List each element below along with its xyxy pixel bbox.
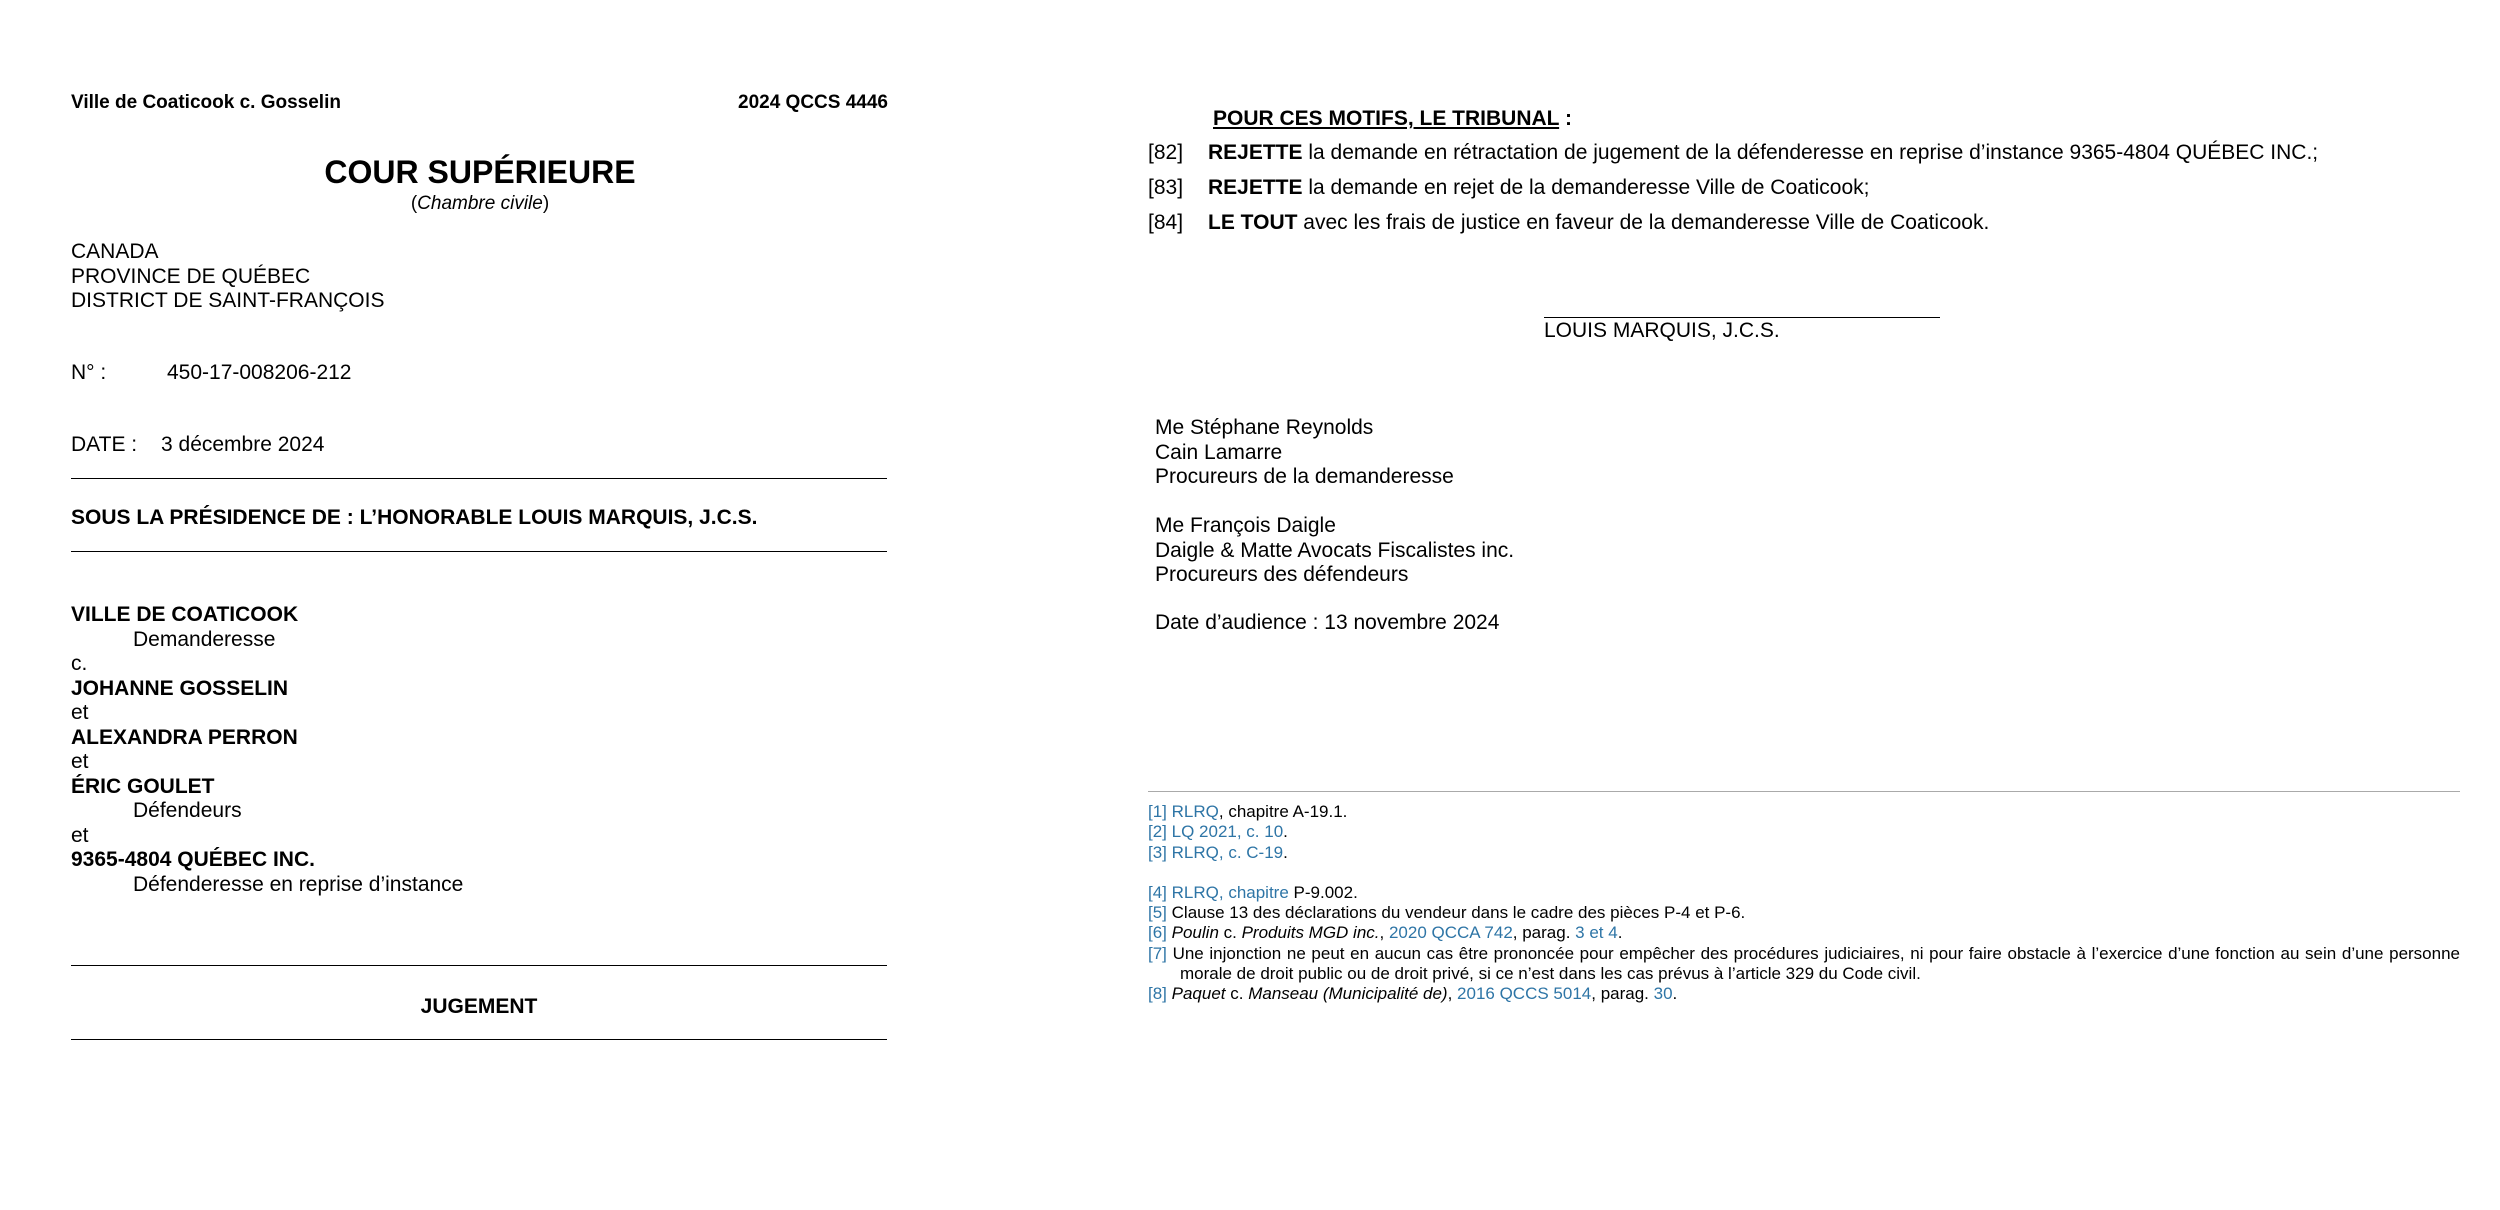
footnote-ref-link[interactable]: [6]: [1148, 923, 1167, 943]
footnotes: [1148, 802, 2460, 1005]
footnote: [1148, 903, 2460, 923]
footnote-text: Poulin: [1171, 923, 1219, 943]
footnote-text: , parag.: [1591, 984, 1654, 1004]
footnote-text: .: [1617, 923, 1623, 943]
footnote: [1148, 923, 2460, 943]
divider-judgment-top: [71, 965, 887, 966]
footnote-link[interactable]: LQ 2021, c. 10: [1171, 822, 1284, 842]
footnote: [1148, 984, 2460, 1004]
footnote: [1148, 944, 2460, 985]
signature-line: [1544, 317, 1940, 318]
hearing-date: Date d’audience : 13 novembre 2024: [1155, 611, 1500, 634]
file-number-label: N° :: [71, 361, 107, 384]
counsel-name: Me François Daigle: [1155, 514, 1336, 537]
party-line: Demanderesse: [133, 627, 276, 651]
footnote-text: ,: [1379, 923, 1389, 943]
court-chamber: (Chambre civile): [410, 193, 550, 214]
citation-header: 2024 QCCS 4446: [738, 92, 888, 113]
footnote-ref-link[interactable]: [4]: [1148, 882, 1167, 902]
conclusion-heading: POUR CES MOTIFS, LE TRIBUNAL :: [1213, 107, 1572, 130]
footnote-link[interactable]: RLRQ, chapitre: [1171, 882, 1289, 902]
footnote-text: Une injonction ne peut en aucun cas être prononcée pour empêcher des procédures judiciaires, ni pour faire obstacle à l’exercice d’une fonction au sein d’une personne morale de droit public ou de droit privé, si ce n’est dans les cas prévus à l’article 329 du Code civil.: [1172, 943, 2461, 984]
footnote-link[interactable]: 30: [1653, 984, 1673, 1004]
footnote: [1148, 822, 2460, 842]
party-line: et: [71, 823, 89, 847]
footnote-link[interactable]: RLRQ, c. C-19: [1171, 842, 1284, 862]
counsel-firm: Daigle & Matte Avocats Fiscalistes inc.: [1155, 538, 1515, 562]
party-line: et: [71, 750, 89, 773]
file-number: [71, 361, 352, 385]
paragraph-82: [82] REJETTE la demande en rétractation de jugement de la défenderesse en reprise d’instance 9365-4804 QUÉBEC INC.;: [1148, 141, 2319, 164]
footnote-text: .: [1672, 984, 1678, 1004]
footnote-ref-link[interactable]: [5]: [1148, 903, 1167, 923]
file-number-value: 450-17-008206-212: [167, 361, 352, 384]
footnote-ref-link[interactable]: [1]: [1148, 802, 1167, 821]
jurisdiction-province: PROVINCE DE QUÉBEC: [71, 264, 311, 288]
divider-judgment-bottom: [71, 1039, 887, 1040]
counsel-role: Procureurs des défendeurs: [1155, 563, 1409, 586]
footnote-text: , chapitre A-19.1.: [1218, 802, 1348, 821]
counsel-role: Procureurs de la demanderesse: [1155, 465, 1454, 488]
jurisdiction-block: [71, 240, 384, 314]
footnote-link[interactable]: RLRQ: [1171, 802, 1219, 821]
party-line: et: [71, 701, 89, 724]
footnote-text: c.: [1225, 984, 1249, 1004]
divider-presidency: [71, 551, 887, 552]
footnote-separator: [1148, 791, 2460, 792]
party-line: VILLE DE COATICOOK: [71, 603, 299, 626]
case-name-header: Ville de Coaticook c. Gosselin: [71, 92, 341, 113]
party-line: 9365-4804 QUÉBEC INC.: [71, 848, 315, 871]
counsel-plaintiff: [1155, 416, 1454, 490]
presiding-judge: SOUS LA PRÉSIDENCE DE : L’HONORABLE LOUIS MARQUIS, J.C.S.: [71, 506, 758, 529]
footnote-link[interactable]: 2020 QCCA 742: [1388, 923, 1513, 943]
footnote-text: Paquet: [1171, 984, 1226, 1004]
footnote-text: ,: [1447, 984, 1458, 1004]
divider-top: [71, 478, 887, 479]
signature-name: LOUIS MARQUIS, J.C.S.: [1544, 319, 1780, 342]
decision-date: [71, 433, 325, 457]
footnote-text: .: [1283, 842, 1288, 862]
footnote: [1148, 843, 2460, 863]
counsel-name: Me Stéphane Reynolds: [1155, 416, 1374, 439]
party-line: ALEXANDRA PERRON: [71, 725, 298, 749]
footnote-link[interactable]: 2016 QCCS 5014: [1457, 984, 1592, 1004]
party-line: c.: [71, 652, 88, 675]
footnote: [1148, 883, 2460, 903]
footnote-text: Produits MGD inc.: [1241, 923, 1380, 943]
court-title: COUR SUPÉRIEURE: [324, 154, 636, 190]
footnote-text: P-9.002.: [1288, 882, 1358, 902]
counsel-defendants: [1155, 514, 1514, 588]
footnote-ref-link[interactable]: [8]: [1148, 984, 1167, 1004]
party-line: Défenderesse en reprise d’instance: [133, 872, 464, 896]
footnote-ref-link[interactable]: [7]: [1148, 943, 1167, 963]
paragraph-83: [83] REJETTE la demande en rejet de la demanderesse Ville de Coaticook;: [1148, 176, 1870, 199]
footnote-text: .: [1283, 822, 1288, 842]
footnote-text: , parag.: [1512, 923, 1576, 943]
footnote: [1148, 802, 2460, 822]
footnote-text: c.: [1218, 923, 1242, 943]
decision-date-label: DATE :: [71, 433, 138, 456]
footnote-ref-link[interactable]: [2]: [1148, 822, 1167, 842]
parties-block: [71, 603, 463, 897]
jurisdiction-district: DISTRICT DE SAINT-FRANÇOIS: [71, 289, 385, 312]
decision-date-value: 3 décembre 2024: [161, 433, 325, 456]
party-line: JOHANNE GOSSELIN: [71, 676, 289, 700]
footnote-link[interactable]: 3 et 4: [1575, 923, 1618, 943]
party-line: ÉRIC GOULET: [71, 774, 215, 798]
jurisdiction-country: CANADA: [71, 240, 159, 263]
judgment-title: JUGEMENT: [420, 995, 538, 1018]
footnote-text: Clause 13 des déclarations du vendeur dans le cadre des pièces P-4 et P-6.: [1171, 903, 1746, 923]
footnote-ref-link[interactable]: [3]: [1148, 842, 1167, 862]
counsel-firm: Cain Lamarre: [1155, 440, 1283, 464]
footnote-text: Manseau (Municipalité de): [1248, 984, 1448, 1004]
paragraph-84: [84] LE TOUT avec les frais de justice en faveur de la demanderesse Ville de Coaticook.: [1148, 211, 1990, 234]
party-line: Défendeurs: [133, 799, 242, 822]
